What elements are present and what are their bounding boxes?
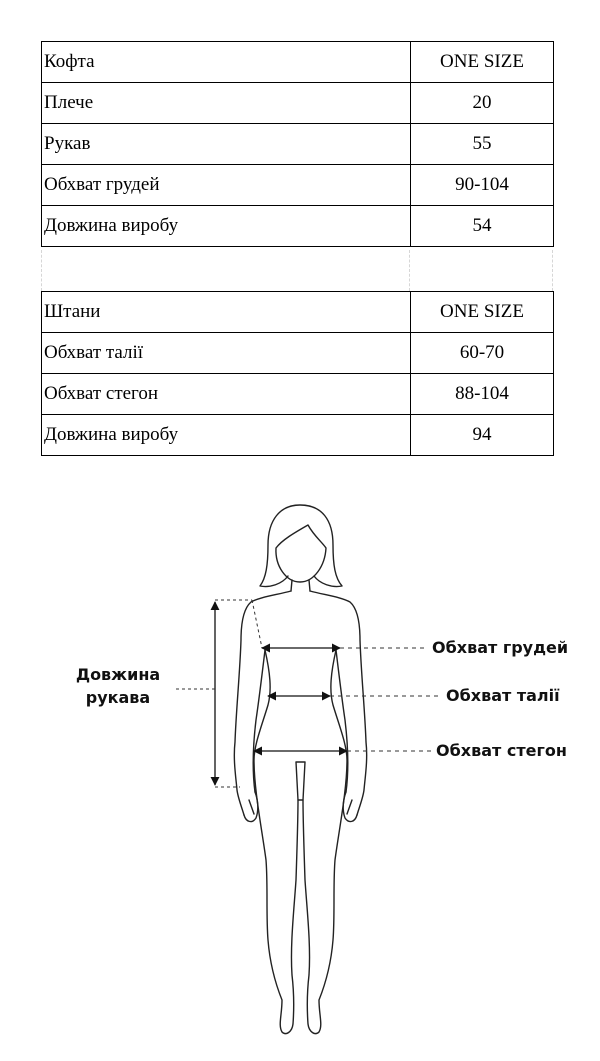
body-measurement-diagram <box>0 495 600 1055</box>
table-header-row <box>42 292 554 333</box>
pants-size-table <box>41 291 554 456</box>
table-row <box>42 374 554 415</box>
row-value: 54 <box>411 206 554 247</box>
row-label: Довжина виробу <box>42 206 411 247</box>
row-value: 94 <box>411 415 554 456</box>
row-value: 88-104 <box>411 374 554 415</box>
table-header-row <box>42 42 554 83</box>
size-header: ONE SIZE <box>411 292 554 333</box>
row-value: 90-104 <box>411 165 554 206</box>
waist-label: Обхват талії <box>446 686 560 705</box>
row-label: Обхват стегон <box>42 374 411 415</box>
row-value: 55 <box>411 124 554 165</box>
row-label: Рукав <box>42 124 411 165</box>
table-row <box>42 333 554 374</box>
jacket-title: Кофта <box>42 42 411 83</box>
table-row <box>42 83 554 124</box>
row-value: 60-70 <box>411 333 554 374</box>
row-label: Обхват грудей <box>42 165 411 206</box>
table-row <box>42 206 554 247</box>
row-label: Плече <box>42 83 411 124</box>
hips-label: Обхват стегон <box>436 741 567 760</box>
table-spacer <box>41 250 553 291</box>
measurement-lines <box>176 600 440 787</box>
jacket-size-table <box>41 41 554 247</box>
sleeve-length-label-line2: рукава <box>85 688 151 707</box>
row-label: Довжина виробу <box>42 415 411 456</box>
pants-title: Штани <box>42 292 411 333</box>
table-row <box>42 415 554 456</box>
table-row <box>42 124 554 165</box>
table-row <box>42 165 554 206</box>
size-header: ONE SIZE <box>411 42 554 83</box>
female-silhouette <box>234 505 366 1034</box>
row-value: 20 <box>411 83 554 124</box>
sleeve-length-label-line1: Довжина <box>75 665 161 684</box>
chest-label: Обхват грудей <box>432 638 569 657</box>
row-label: Обхват талії <box>42 333 411 374</box>
